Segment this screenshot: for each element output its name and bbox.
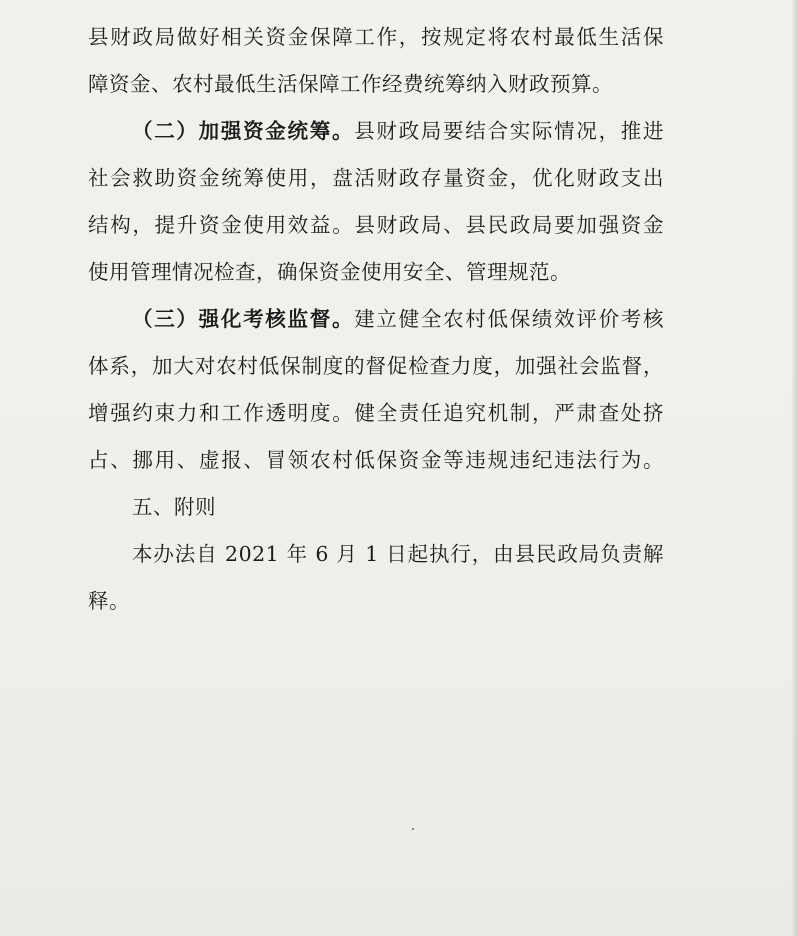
paper-speck (412, 828, 414, 830)
body-line: 社会救助资金统筹使用，盘活财政存量资金，优化财政支出 (88, 166, 664, 190)
item-2-first-line (88, 108, 664, 155)
body-line: 县财政局做好相关资金保障工作，按规定将农村最低生活保 (88, 25, 664, 49)
item-3-text: 建立健全农村低保绩效评价考核 (354, 307, 664, 331)
item-3-first-line (88, 296, 664, 343)
body-line: 占、挪用、虚报、冒领农村低保资金等违规违纪违法行为。 (88, 448, 664, 472)
body-line: 增强约束力和工作透明度。健全责任追究机制，严肃查处挤 (88, 401, 664, 425)
body-line: 障资金、农村最低生活保障工作经费统筹纳入财政预算。 (88, 72, 613, 96)
item-2-heading: （二）加强资金统筹。 (132, 119, 355, 143)
paper-edge-shadow (791, 0, 797, 936)
item-2-text: 县财政局要结合实际情况，推进 (354, 119, 664, 143)
body-line: 使用管理情况检查，确保资金使用安全、管理规范。 (88, 260, 571, 284)
document-body (88, 14, 664, 625)
body-line: 体系，加大对农村低保制度的督促检查力度，加强社会监督， (88, 354, 664, 378)
body-line: 释。 (88, 589, 130, 613)
body-line: 本办法自 2021 年 6 月 1 日起执行，由县民政局负责解 (132, 542, 664, 566)
body-line: 结构，提升资金使用效益。县财政局、县民政局要加强资金 (88, 213, 664, 237)
item-3-heading: （三）强化考核监督。 (132, 307, 355, 331)
section-5-title: 五、附则 (132, 495, 216, 519)
